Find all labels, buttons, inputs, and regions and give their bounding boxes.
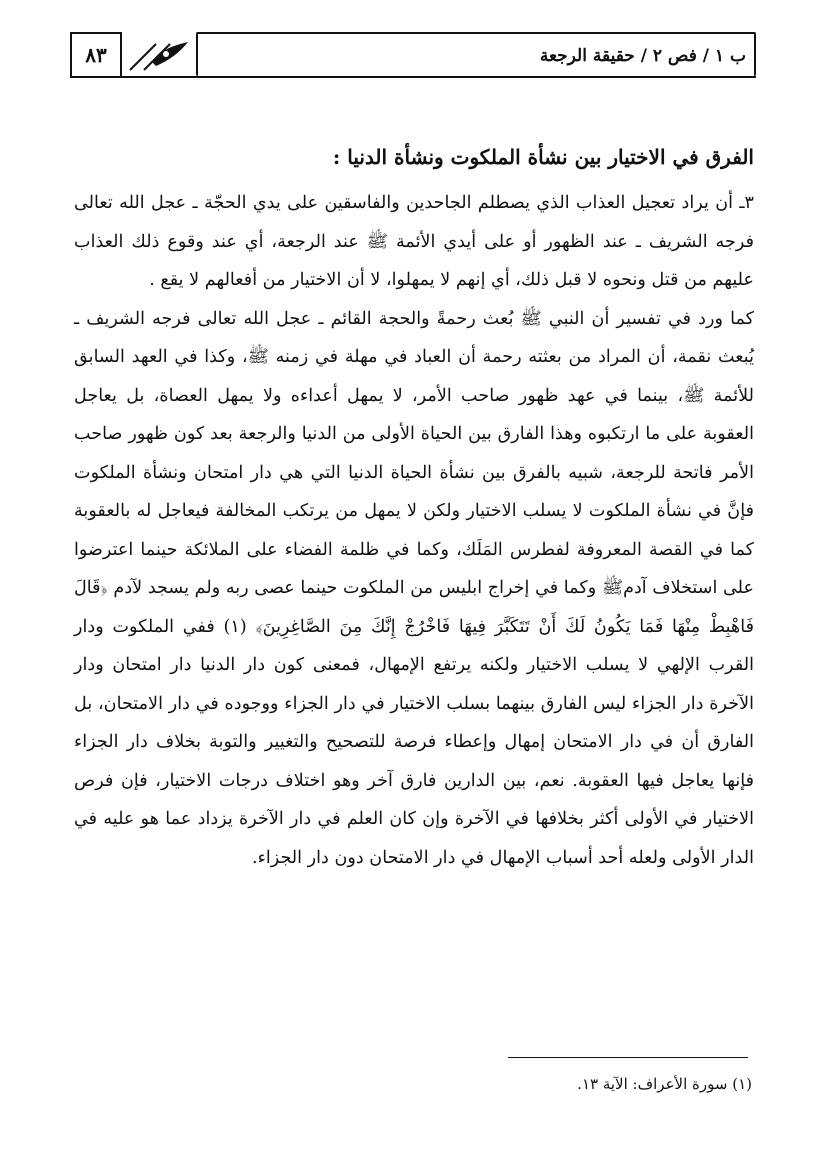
page-header	[70, 32, 756, 78]
footnote-divider	[508, 1057, 748, 1058]
section-title: الفرق في الاختيار بين نشأة الملكوت ونشأة الدنيا :	[332, 145, 754, 169]
paragraph: ٣ـ أن يراد تعجيل العذاب الذي يصطلم الجاحدين والفاسقين على يدي الحجّة ـ عجل الله تعالى فرجه الشريف ـ عند الظهور أو على أيدي الأئمة ﷺ عند الرجعة، أي عند وقوع ذلك العذاب عليهم من قتل ونحوه لا قبل ذلك، أي إنهم لا يمهلوا، لا أن الاختيار من أفعالهم لا يقع .	[74, 193, 754, 290]
header-ornament-icon	[126, 36, 196, 74]
footnote: (١) سورة الأعراف: الآية ١٣.	[577, 1075, 752, 1093]
running-title: ب ١ / فص ٢ / حقيقة الرجعة	[196, 32, 756, 76]
page-number: ٨٣	[70, 32, 122, 76]
main-content	[74, 140, 754, 877]
paragraph: كما ورد في تفسير أن النبي ﷺ بُعث رحمةً والحجة القائم ـ عجل الله تعالى فرجه الشريف ـ يُبعث نقمة، أن المراد من بعثته رحمة أن العباد في مهلة في زمنه ﷺ، وكذا في العهد السابق للأئمة ﷺ، بينما في عهد ظهور صاحب الأمر، لا يمهل أعداءه ولا يمهل العصاة، بل يعاجل العقوبة على ما ارتكبوه وهذا الفارق بين الحياة الأولى من الدنيا والرجعة بعد كون ظهور صاحب الأمر فاتحة للرجعة، شبيه بالفرق بين نشأة الحياة الدنيا التي هي دار امتحان ونشأة الملكوت فإنَّ في نشأة الملكوت لا يسلب الاختيار ولكن لا يمهل من يرتكب المخالفة فيعاجل له بالعقوبة كما في القصة المعروفة لفطرس المَلَك، وكما في ظلمة الفضاء على الملائكة حينما اعترضوا على استخلاف آدمﷺ وكما في إخراج ابليس من الملكوت حينما عصى ربه ولم يسجد لآدم ﴿قَالَ فَاهْبِطْ مِنْهَا فَمَا يَكُونُ لَكَ أَنْ تَتَكَبَّرَ فِيهَا فَاخْرُجْ إِنَّكَ مِنَ الصَّاغِرِينَ﴾ (١) ففي الملكوت ودار القرب الإلهي لا يسلب الاختيار ولكنه يرتفع الإمهال، فمعنى كون دار الدنيا دار امتحان ودار الآخرة دار الجزاء ليس الفارق بينهما بسلب الاختيار في دار الجزاء ووجوده في دار الامتحان، بل الفارق أن في دار الامتحان إمهال وإعطاء فرصة للتصحيح والتغيير والتوبة بخلاف دار الجزاء فإنها يعاجل فيها العقوبة. نعم، بين الدارين فارق آخر وهو اختلاف درجات الاختيار، فإن فرص الاختيار في الأولى أكثر بخلافها في الآخرة وإن كان العلم في دار الآخرة يزداد عما هو عليه في الدار الأولى ولعله أحد أسباب الإمهال في دار الامتحان دون دار الجزاء.	[74, 308, 754, 868]
